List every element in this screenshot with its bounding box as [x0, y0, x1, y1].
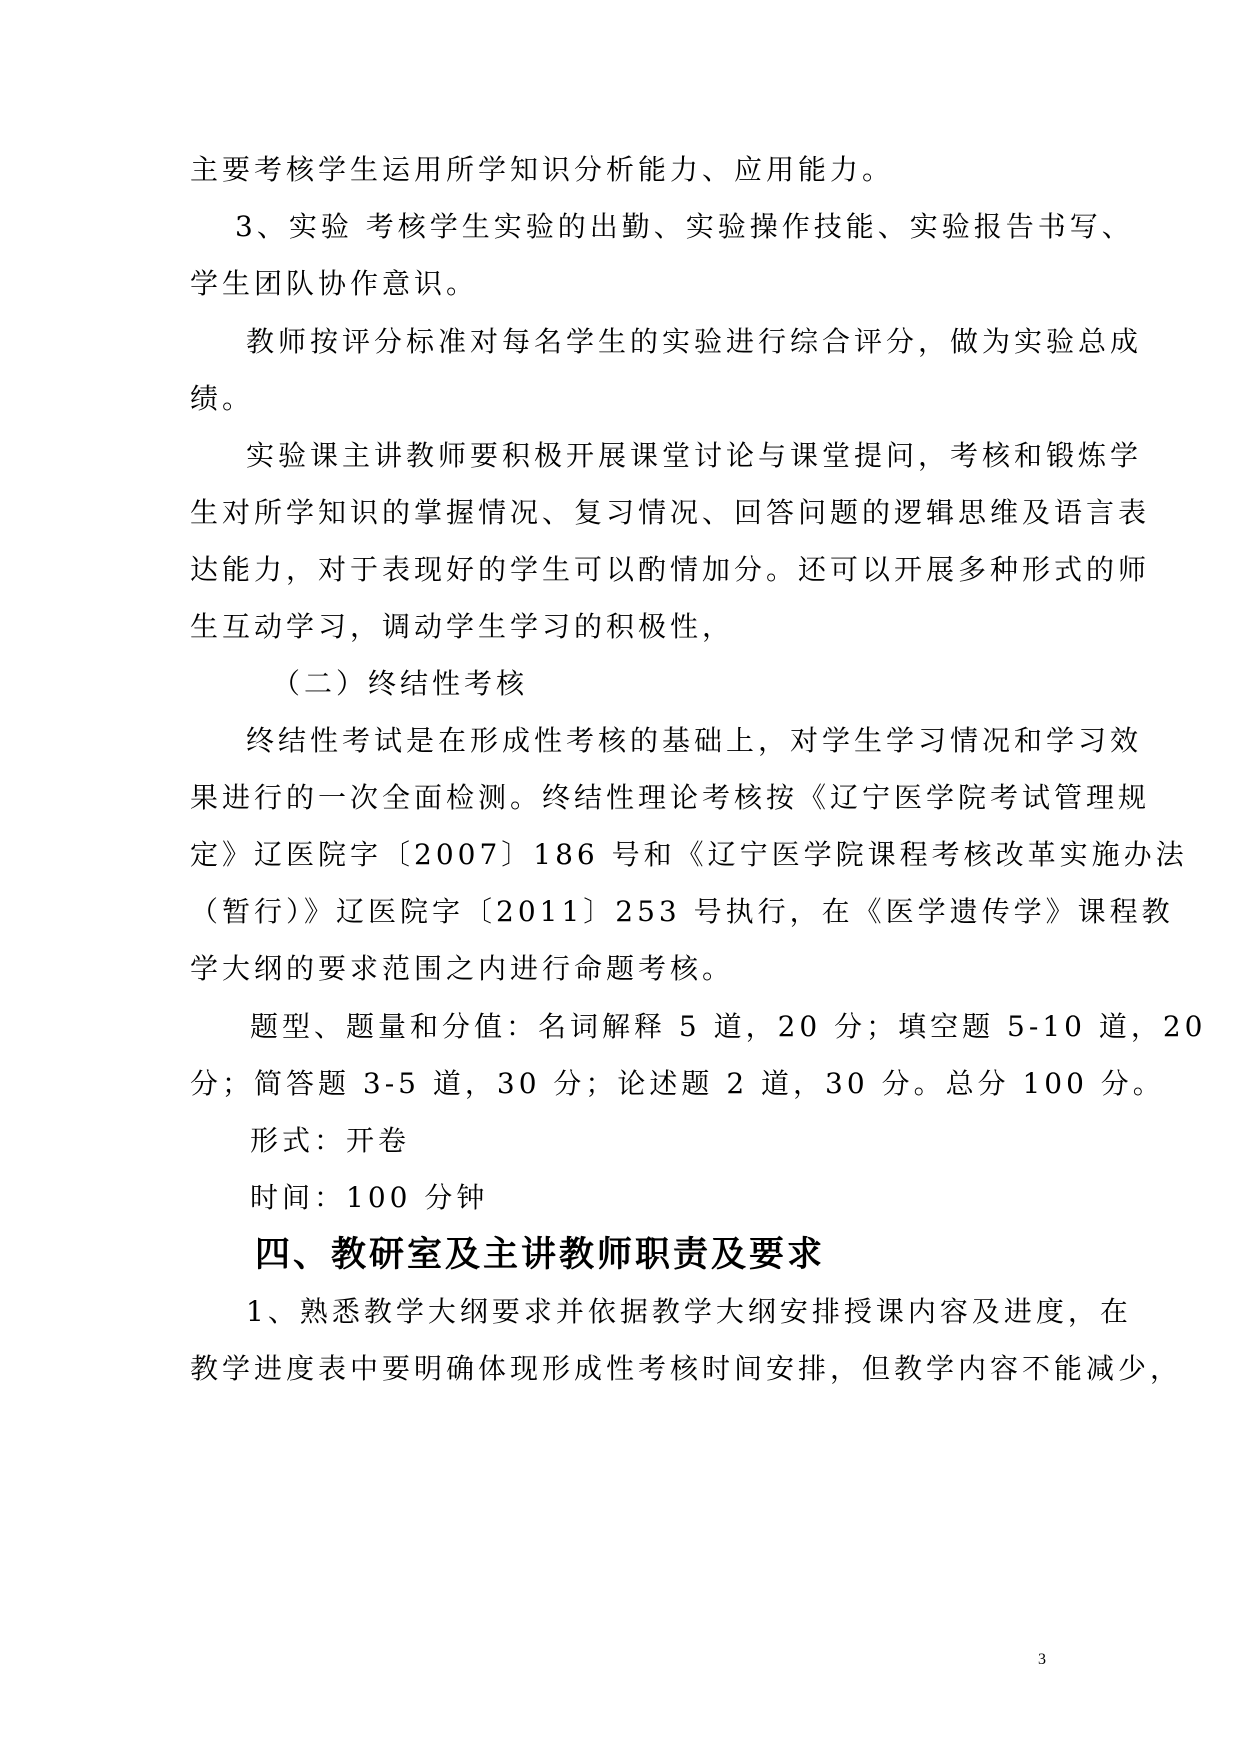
- paragraph-line: 主要考核学生运用所学知识分析能力、应用能力。: [190, 153, 895, 186]
- paragraph-line: 绩。: [190, 382, 255, 415]
- paragraph-line: 教学进度表中要明确体现形成性考核时间安排，但教学内容不能减少，: [190, 1352, 1183, 1385]
- paragraph-line: 实验课主讲教师要积极开展课堂讨论与课堂提问，考核和锻炼学: [246, 439, 1143, 472]
- paragraph-line: 时间：100 分钟: [250, 1181, 489, 1214]
- paragraph-line: 定》辽医院字〔2007〕186 号和《辽宁医学院课程考核改革实施办法: [190, 838, 1188, 871]
- subsection-heading: （二）终结性考核: [272, 667, 529, 700]
- paragraph-line: 形式：开卷: [250, 1124, 411, 1157]
- paragraph-line: 生互动学习，调动学生学习的积极性，: [190, 610, 735, 643]
- paragraph-line: 教师按评分标准对每名学生的实验进行综合评分，做为实验总成: [246, 325, 1143, 358]
- paragraph-line: 学大纲的要求范围之内进行命题考核。: [190, 952, 735, 985]
- paragraph-line: 终结性考试是在形成性考核的基础上，对学生学习情况和学习效: [246, 724, 1143, 757]
- paragraph-line: 果进行的一次全面检测。终结性理论考核按《辽宁医学院考试管理规: [190, 781, 1151, 814]
- paragraph-line: （暂行）》辽医院字〔2011〕253 号执行，在《医学遗传学》课程教: [190, 895, 1174, 928]
- section-heading: 四、教研室及主讲教师职责及要求: [255, 1234, 826, 1275]
- paragraph-line: 1、熟悉教学大纲要求并依据教学大纲安排授课内容及进度，在: [246, 1295, 1132, 1328]
- paragraph-line: 达能力，对于表现好的学生可以酌情加分。还可以开展多种形式的师: [190, 553, 1151, 586]
- paragraph-line: 分；简答题 3-5 道，30 分；论述题 2 道，30 分。总分 100 分。: [190, 1067, 1165, 1100]
- paragraph-line: 学生团队协作意识。: [190, 267, 479, 300]
- paragraph-line: 生对所学知识的掌握情况、复习情况、回答问题的逻辑思维及语言表: [190, 496, 1151, 529]
- page-number: 3: [1038, 1651, 1046, 1668]
- paragraph-line: 题型、题量和分值：名词解释 5 道，20 分；填空题 5-10 道，20: [250, 1010, 1207, 1043]
- paragraph-line: 3、实验 考核学生实验的出勤、实验操作技能、实验报告书写、: [235, 210, 1134, 243]
